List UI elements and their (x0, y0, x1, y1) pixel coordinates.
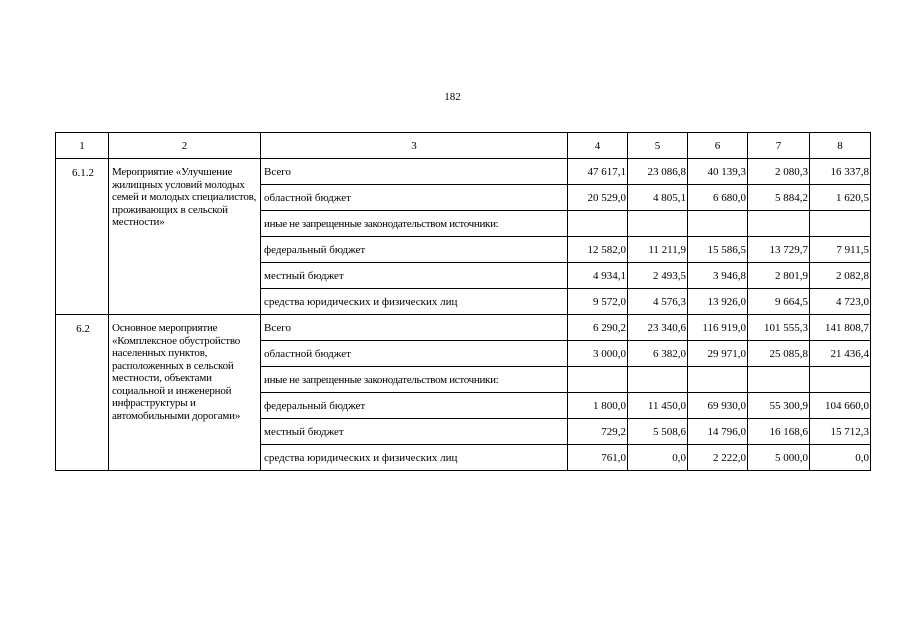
value-cell: 21 436,4 (810, 341, 871, 367)
value-cell (628, 367, 688, 393)
header-cell: 4 (568, 133, 628, 159)
source-label: местный бюджет (261, 419, 568, 445)
value-cell: 4 934,1 (568, 263, 628, 289)
value-cell: 5 508,6 (628, 419, 688, 445)
value-cell (568, 367, 628, 393)
value-cell: 15 586,5 (688, 237, 748, 263)
item-code: 6.2 (56, 315, 109, 471)
value-cell (688, 211, 748, 237)
value-cell (748, 367, 810, 393)
value-cell: 104 660,0 (810, 393, 871, 419)
value-cell: 761,0 (568, 445, 628, 471)
table-row (56, 315, 871, 341)
value-cell (688, 367, 748, 393)
value-cell: 23 340,6 (628, 315, 688, 341)
source-label: местный бюджет (261, 263, 568, 289)
source-label: Всего (261, 159, 568, 185)
source-label: федеральный бюджет (261, 393, 568, 419)
budget-table (55, 132, 871, 471)
table-row (56, 159, 871, 185)
value-cell: 101 555,3 (748, 315, 810, 341)
value-cell (628, 211, 688, 237)
value-cell: 6 680,0 (688, 185, 748, 211)
item-name: Мероприятие «Улучшение жилищных условий молодых семей и молодых специалистов, проживающих в сельской местности» (109, 159, 261, 315)
value-cell: 116 919,0 (688, 315, 748, 341)
value-cell: 6 290,2 (568, 315, 628, 341)
header-cell: 1 (56, 133, 109, 159)
value-cell: 4 723,0 (810, 289, 871, 315)
source-label: иные не запрещенные законодательством источники: (261, 211, 568, 237)
source-label: областной бюджет (261, 341, 568, 367)
header-cell: 6 (688, 133, 748, 159)
value-cell: 25 085,8 (748, 341, 810, 367)
value-cell: 0,0 (628, 445, 688, 471)
value-cell: 13 729,7 (748, 237, 810, 263)
value-cell: 1 800,0 (568, 393, 628, 419)
value-cell: 0,0 (810, 445, 871, 471)
header-cell: 8 (810, 133, 871, 159)
header-cell: 2 (109, 133, 261, 159)
value-cell: 729,2 (568, 419, 628, 445)
value-cell: 9 664,5 (748, 289, 810, 315)
value-cell: 4 805,1 (628, 185, 688, 211)
value-cell: 6 382,0 (628, 341, 688, 367)
value-cell (568, 211, 628, 237)
header-cell: 3 (261, 133, 568, 159)
value-cell: 3 000,0 (568, 341, 628, 367)
value-cell: 141 808,7 (810, 315, 871, 341)
value-cell: 11 450,0 (628, 393, 688, 419)
value-cell: 11 211,9 (628, 237, 688, 263)
value-cell: 16 168,6 (748, 419, 810, 445)
value-cell: 12 582,0 (568, 237, 628, 263)
value-cell: 4 576,3 (628, 289, 688, 315)
value-cell (810, 367, 871, 393)
value-cell: 20 529,0 (568, 185, 628, 211)
source-label: иные не запрещенные законодательством источники: (261, 367, 568, 393)
value-cell: 2 801,9 (748, 263, 810, 289)
value-cell: 14 796,0 (688, 419, 748, 445)
value-cell: 7 911,5 (810, 237, 871, 263)
value-cell: 5 884,2 (748, 185, 810, 211)
value-cell: 29 971,0 (688, 341, 748, 367)
source-label: средства юридических и физических лиц (261, 445, 568, 471)
value-cell: 5 000,0 (748, 445, 810, 471)
value-cell: 13 926,0 (688, 289, 748, 315)
value-cell: 69 930,0 (688, 393, 748, 419)
value-cell: 3 946,8 (688, 263, 748, 289)
source-label: федеральный бюджет (261, 237, 568, 263)
item-name: Основное мероприятие «Комплексное обустройство населенных пунктов, расположенных в сельской местности, объектами социальной и инженерной инфраструктуры и автомобильными дорогами» (109, 315, 261, 471)
header-cell: 7 (748, 133, 810, 159)
value-cell: 15 712,3 (810, 419, 871, 445)
value-cell: 2 080,3 (748, 159, 810, 185)
value-cell: 47 617,1 (568, 159, 628, 185)
value-cell: 40 139,3 (688, 159, 748, 185)
value-cell: 1 620,5 (810, 185, 871, 211)
value-cell (810, 211, 871, 237)
value-cell: 55 300,9 (748, 393, 810, 419)
source-label: областной бюджет (261, 185, 568, 211)
source-label: средства юридических и физических лиц (261, 289, 568, 315)
header-cell: 5 (628, 133, 688, 159)
value-cell: 2 493,5 (628, 263, 688, 289)
value-cell: 9 572,0 (568, 289, 628, 315)
table-header-row (56, 133, 871, 159)
item-code: 6.1.2 (56, 159, 109, 315)
value-cell: 2 222,0 (688, 445, 748, 471)
value-cell: 23 086,8 (628, 159, 688, 185)
value-cell: 16 337,8 (810, 159, 871, 185)
value-cell (748, 211, 810, 237)
page-number: 182 (444, 91, 461, 103)
value-cell: 2 082,8 (810, 263, 871, 289)
source-label: Всего (261, 315, 568, 341)
